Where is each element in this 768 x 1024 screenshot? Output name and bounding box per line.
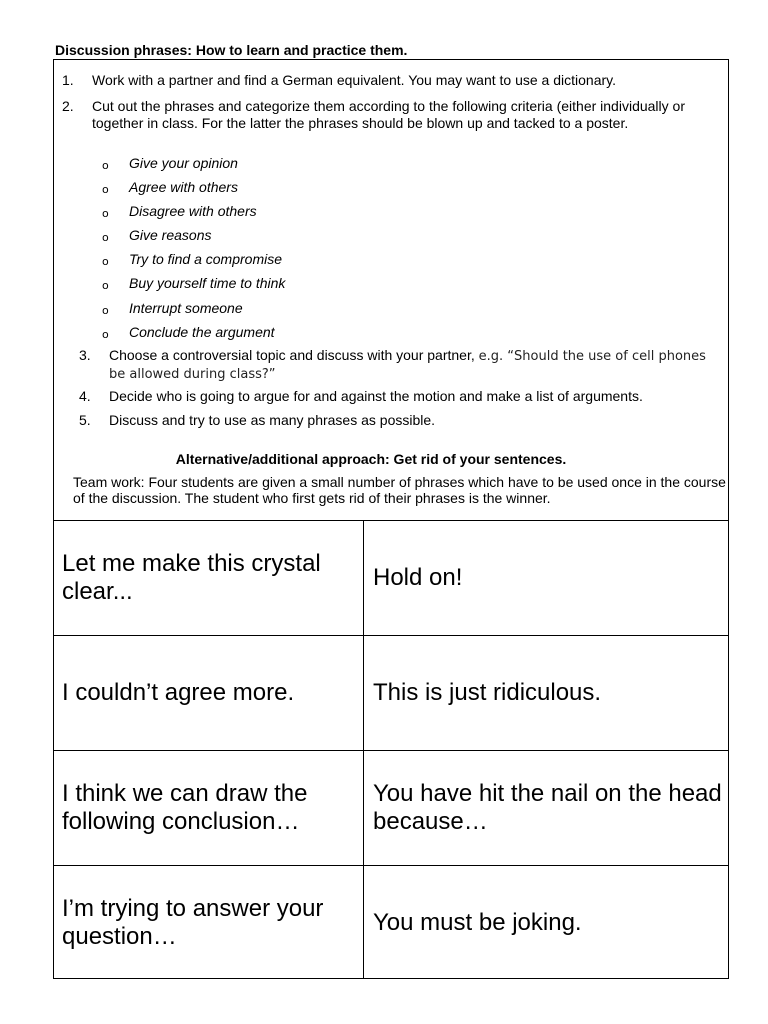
step-4 xyxy=(79,388,719,405)
teamwork-text: Team work: Four students are given a small number of phrases which have to be used once in the course of the discussion. The student who first gets rid of their phrases is the winner. xyxy=(73,474,726,506)
criteria-label: Agree with others xyxy=(129,179,238,196)
bullet-icon: o xyxy=(102,327,109,341)
step-number: 2. xyxy=(62,98,74,114)
alt-approach-heading: Alternative/additional approach: Get rid of your sentences. xyxy=(175,451,567,467)
step-number: 1. xyxy=(62,72,74,88)
criteria-label: Give reasons xyxy=(129,227,212,244)
criteria-item xyxy=(102,227,285,251)
step-text: Cut out the phrases and categorize them according to the following criteria (either individually or together in class. For the latter the phrases should be blown up and tacked to a poster. xyxy=(92,98,685,131)
phrase-card: I’m trying to answer your question… xyxy=(54,866,364,979)
bullet-icon: o xyxy=(102,255,109,269)
phrase-card: Let me make this crystal clear... xyxy=(54,520,364,636)
criteria-item xyxy=(102,324,285,348)
bullet-icon: o xyxy=(102,207,109,221)
step-text-main: Choose a controversial topic and discuss with your partner, xyxy=(109,347,479,363)
phrase-card: You must be joking. xyxy=(373,908,582,936)
criteria-item xyxy=(102,203,285,227)
step-number: 4. xyxy=(79,388,91,404)
step-text: Discuss and try to use as many phrases as possible. xyxy=(109,412,436,428)
criteria-label: Give your opinion xyxy=(129,155,238,171)
phrase-card: You have hit the nail on the head because… xyxy=(364,751,729,866)
bullet-icon: o xyxy=(102,183,109,197)
step-text xyxy=(79,347,719,383)
bullet-icon: o xyxy=(102,159,109,172)
step-text: Decide who is going to argue for and against the motion and make a list of arguments. xyxy=(109,388,643,404)
phrase-card-grid xyxy=(53,520,729,979)
criteria-item xyxy=(102,179,285,203)
phrase-card: This is just ridiculous. xyxy=(364,636,729,751)
criteria-label: Try to find a compromise xyxy=(129,251,283,268)
bullet-icon: o xyxy=(102,231,109,245)
criteria-label: Buy yourself time to think xyxy=(129,275,286,292)
criteria-item xyxy=(102,275,285,299)
step-3 xyxy=(79,347,719,383)
criteria-label: Conclude the argument xyxy=(129,323,275,340)
criteria-item xyxy=(102,251,285,275)
criteria-list xyxy=(102,155,285,348)
page-title: Discussion phrases: How to learn and practice them. xyxy=(55,42,408,58)
example-text: e.g. “Should the use of cell phones be allowed during class?” xyxy=(109,349,706,382)
step-number: 3. xyxy=(79,347,91,363)
criteria-item xyxy=(102,300,285,324)
bullet-icon: o xyxy=(102,303,109,317)
phrase-card: I think we can draw the following conclusion… xyxy=(54,751,364,866)
step-text: Work with a partner and find a German equivalent. You may want to use a dictionary. xyxy=(92,72,616,88)
bullet-icon: o xyxy=(102,279,109,293)
criteria-item xyxy=(102,155,285,179)
phrase-card: Hold on! xyxy=(364,520,729,636)
step-2 xyxy=(62,98,724,132)
phrase-card: I couldn’t agree more. xyxy=(54,636,364,751)
step-number: 5. xyxy=(79,412,91,428)
criteria-label: Disagree with others xyxy=(129,203,257,220)
instructions-box xyxy=(53,59,729,521)
step-5 xyxy=(79,412,719,429)
criteria-label: Interrupt someone xyxy=(129,299,243,316)
step-1 xyxy=(62,72,722,89)
